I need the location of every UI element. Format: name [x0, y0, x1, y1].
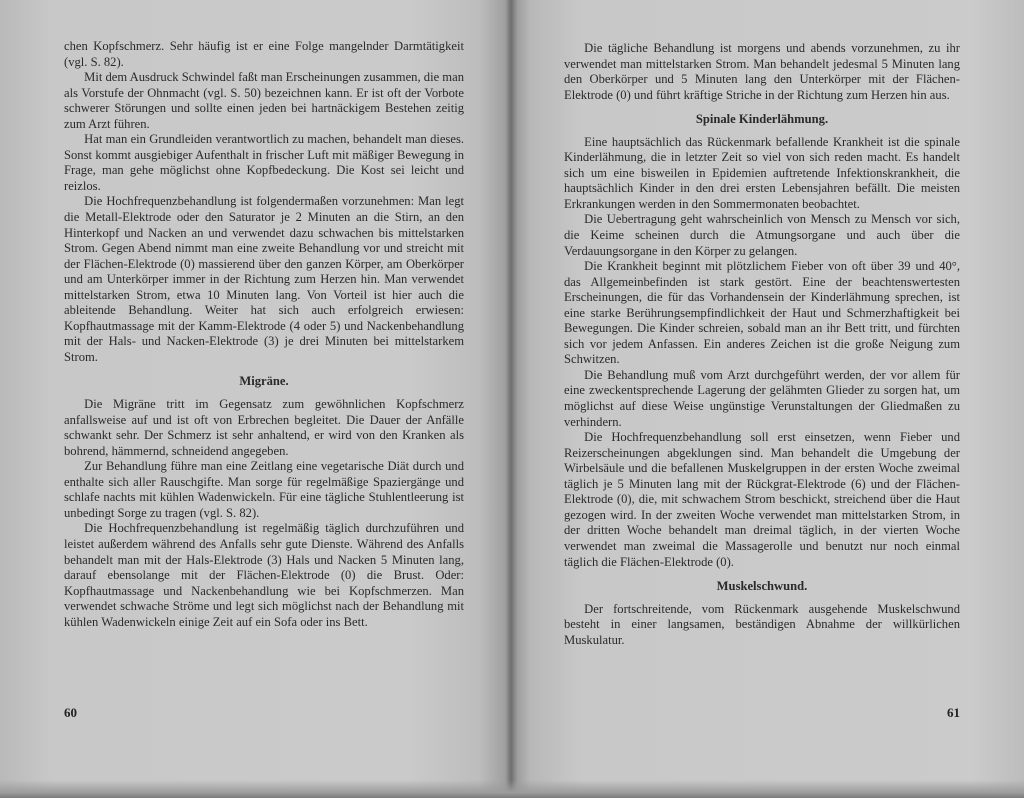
paragraph: Hat man ein Grundleiden verantwortlich zu machen, behandelt man dieses. Sonst kommt ausgiebiger Aufenthalt in frischer Luft mit mäßiger Bewegung in Frage, man gehe möglichst ohne Kopfbedeckung. Die Kost sei leicht und reizlos. [64, 132, 464, 193]
page-number-right: 61 [947, 705, 960, 720]
page-number-left: 60 [64, 705, 77, 720]
section-heading: Muskelschwund. [716, 579, 808, 594]
paragraph: Der fortschreitende, vom Rückenmark ausgehende Muskelschwund besteht in einer langsamen, beständigen Abnahme der willkürlichen Muskulatur. [564, 601, 960, 647]
paragraph: Die Migräne tritt im Gegensatz zum gewöhnlichen Kopfschmerz anfallsweise auf und ist oft von Erbrechen begleitet. Die Dauer der Anfälle schwankt sehr. Der Schmerz ist sehr anhaltend, er wird von den Kranken als bohrend, hämmernd, schneidend angegeben. [64, 397, 464, 458]
paragraph: Die Uebertragung geht wahrscheinlich von Mensch zu Mensch vor sich, die Keime scheinen durch die Atmungsorgane und auch über die Verdauungsorgane in den Körper zu gelangen. [564, 212, 960, 258]
left-page-text [64, 39, 464, 630]
paragraph: Die Hochfrequenzbehandlung ist folgendermaßen vorzunehmen: Man legt die Metall-Elektrode oder den Saturator je 2 Minuten an die Stirn, an den Hinterkopf und Nacken an und verwendet dazu schwachen bis mittelstarken Strom. Gegen Abend nimmt man eine zweite Behandlung vor und streicht mit der Flächen-Elektrode (0) massierend über den ganzen Körper, am Oberkörper und am Unterkörper immer in der Richtung zum Herzen hin. Man verwendet mittelstarken Strom, etwa 10 Minuten lang. Von Vorteil ist hier auch die ableitende Behandlung. Weiter hat sich auch erfolgreich erwiesen: Kopfhautmassage mit der Kamm-Elektrode (4 oder 5) und Nackenbehandlung mit der Hals- und Nacken-Elektrode (3) je drei Minuten bei mittelstarkem Strom. [64, 194, 464, 364]
book-gutter [505, 0, 517, 798]
section-heading: Migräne. [239, 374, 289, 389]
paragraph: Mit dem Ausdruck Schwindel faßt man Erscheinungen zusammen, die man als Vorstufe der Ohnmacht (vgl. S. 50) bezeichnen kann. Er ist oft der Vorbote schwerer Störungen und sollte einen jeden bei hartnäckigem Bestehen zeitig zum Arzt führen. [64, 70, 464, 131]
paragraph: Die Hochfrequenzbehandlung soll erst einsetzen, wenn Fieber und Reizerscheinungen abgeklungen sind. Man behandelt die Umgebung der Wirbelsäule und die befallenen Muskelgruppen in der ersten Woche zweimal täglich je 5 Minuten lang mit der Rückgrat-Elektrode (6) und der Flächen-Elektrode (0), die, mit schwachem Strom beschickt, streichend über die Haut gezogen wird. In der zweiten Woche verwendet man mittelstarken Strom, in der dritten Woche behandelt man dreimal täglich, in der vierten Woche verwendet man zweimal die Massagerolle und benutzt nur noch einmal täglich die Flächen-Elektrode (0). [564, 430, 960, 569]
paragraph: chen Kopfschmerz. Sehr häufig ist er eine Folge mangelnder Darmtätigkeit (vgl. S. 82). [64, 39, 464, 69]
paragraph: Eine hauptsächlich das Rückenmark befallende Krankheit ist die spinale Kinderlähmung, die in letzter Zeit so viel von sich reden macht. Es handelt sich um eine bisweilen in Epidemien auftretende Infektionskrankheit, die hauptsächlich Kinder in den drei ersten Lebensjahren befällt. Die meisten Erkrankungen werden in den Sommermonaten beobachtet. [564, 134, 960, 211]
page-bottom-edge [0, 780, 1024, 798]
paragraph: Die Hochfrequenzbehandlung ist regelmäßig täglich durchzuführen und leistet außerdem während des Anfalls sehr gute Dienste. Während des Anfalls behandelt man mit der Hals-Elektrode (3) Hals und Nacken 5 Minuten lang, darauf ebensolange mit der Flächen-Elektrode (0) die Brust. Oder: Kopfhautmassage und Nackenbehandlung wie bei Kopfschmerzen. Man verwendet schwache Ströme und legt sich möglichst nach der Behandlung mit kühlen Wadenwickeln einige Zeit auf ein Sofa oder ins Bett. [64, 521, 464, 629]
right-page [510, 0, 1024, 798]
paragraph: Die Behandlung muß vom Arzt durchgeführt werden, der vor allem für eine zweckentsprechende Lagerung der gelähmten Glieder zu sorgen hat, um möglichst auf diese Weise ungünstige Verunstaltungen der Gliedmaßen zu verhindern. [564, 367, 960, 429]
paragraph: Die tägliche Behandlung ist morgens und abends vorzunehmen, zu ihr verwendet man mittelstarken Strom. Man behandelt jedesmal 5 Minuten lang den Oberkörper und 5 Minuten lang den Unterkörper mit der Flächen-Elektrode (0) und führt kräftige Striche in der Richtung zum Herzen hin aus. [564, 41, 960, 102]
left-page [0, 0, 510, 798]
section-heading: Spinale Kinderlähmung. [695, 112, 829, 127]
paragraph: Die Krankheit beginnt mit plötzlichem Fieber von oft über 39 und 40°, das Allgemeinbefinden ist stark gestört. Eine der beachtenswertesten Erscheinungen, die für das Vorhandensein der Kinderlähmung sprechen, ist eine starke Berührungsempfindlichkeit der Haut und Schmerzhaftigkeit bei Bewegungen. Die Kinder schreien, sobald man an ihr Bett tritt, und fürchten sich vor jedem Anfassen. Ein anderes Zeichen ist die große Neigung zum Schwitzen. [564, 259, 960, 367]
right-page-text [564, 41, 960, 648]
paragraph: Zur Behandlung führe man eine Zeitlang eine vegetarische Diät durch und enthalte sich aller Rauschgifte. Man sorge für regelmäßige Spaziergänge und schlafe nachts mit kühlen Wadenwickeln. Für eine tägliche Stuhlentleerung ist unbedingt Sorge zu tragen (vgl. S. 82). [64, 459, 464, 520]
